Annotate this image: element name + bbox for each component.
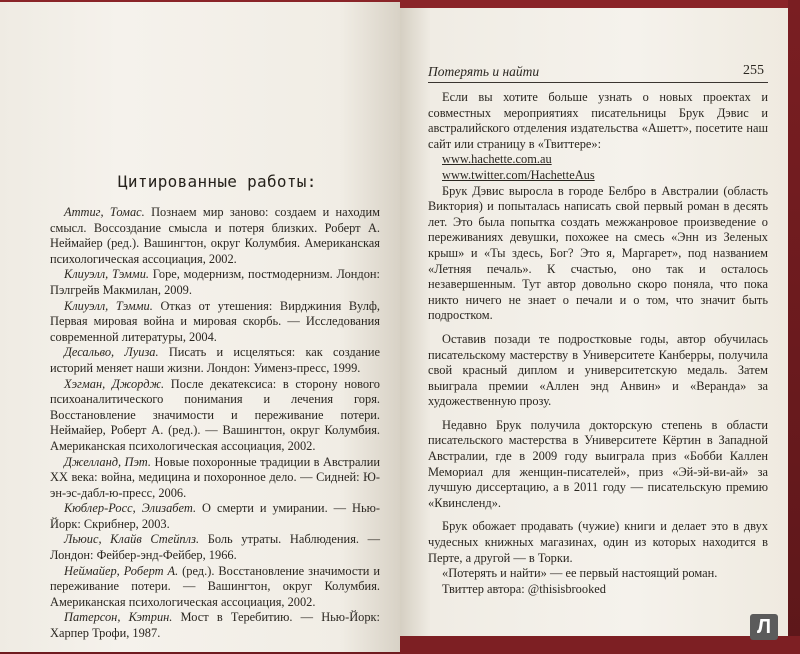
page-number: 255 — [743, 63, 764, 78]
reference-author: Хэгман, Джордж. — [64, 376, 165, 391]
reference-item — [50, 455, 380, 502]
reference-item — [50, 205, 380, 267]
reference-author: Патерсон, Кэтрин. — [64, 610, 173, 625]
references-list — [50, 205, 380, 642]
watermark-logo: Л — [750, 614, 778, 640]
reference-author: Льюис, Клайв Стейплз. — [64, 532, 200, 547]
paragraph: Брук обожает продавать (чужие) книги и делает это в двух чудесных книжных магазинах, один из которых находится в Перте, а другой — в Торки. — [428, 519, 768, 565]
reference-item — [50, 501, 380, 532]
reference-author: Десальво, Луиза. — [64, 345, 159, 360]
reference-item — [50, 610, 380, 641]
reference-text: Познаем мир заново: создаем и находим смысл. Воссоздание смысла и потеря близких. Роберт А. Неймайер (ред.). Вашингтон, округ Колумбия. Американская психологическая ассоциация, 2002. — [50, 205, 380, 266]
reference-item — [50, 345, 380, 376]
reference-author: Неймайер, Роберт А. — [64, 563, 179, 578]
reference-author: Джелланд, Пэт. — [64, 454, 152, 469]
publisher-twitter-link[interactable]: www.twitter.com/HachetteAus — [442, 167, 595, 182]
reference-text: Боль утраты. Наблюдения. — Лондон: Фейбер-энд-Фейбер, 1966. — [50, 532, 380, 563]
paragraph: Оставив позади те подростковые годы, автор обучилась писательскому мастерству в Университете Канберры, получила свой красный диплом и университетскую медаль. Затем выиграла премии «Аллен энд Анвин» и «Веранда» за художественную прозу. — [428, 331, 768, 409]
reference-author: Клиуэлл, Тэмми. — [64, 298, 153, 313]
running-head-title: Потерять и найти — [428, 64, 540, 79]
cover-bottom-edge — [400, 636, 800, 654]
reference-text: После декатексиса: в сторону нового психоаналитического понимания и лечения горя. Восстановление значимости и переживание потери. Неймайер, Роберт А. (ред.). — Вашингтон, округ Колумбия. Американская психологическая ассоциация, 2002. — [50, 376, 381, 453]
reference-text: О смерти и умирании. — Нью-Йорк: Скрибнер, 2003. — [50, 501, 380, 531]
author-twitter: Твиттер автора: @thisisbrooked — [442, 581, 606, 596]
reference-text: Новые похоронные традиции в Австралии XX века: война, медицина и похоронное дело. — Сидней: Ю-эн-эс-дабл-ю-пресс, 2006. — [50, 454, 380, 500]
reference-author: Клиуэлл, Тэмми. — [64, 267, 150, 282]
reference-text: Отказ от утешения: Вирджиния Вулф, Первая мировая война и мировая скорбь. — Исследования современной литературы, 2004. — [50, 298, 380, 344]
reference-item — [50, 267, 380, 298]
cover-edge — [788, 0, 800, 654]
reference-item — [50, 532, 380, 563]
publisher-site-link[interactable]: www.hachette.com.au — [442, 152, 552, 167]
reference-item — [50, 299, 380, 346]
paragraph: Если вы хотите больше узнать о новых проектах и совместных мероприятиях писательницы Брук Дэвис и австралийского отделения издательства «Ашетт», посетите наш сайт или страницу в «Твиттере»: — [428, 90, 768, 151]
reference-text: Мост в Теребитию. — Нью-Йорк: Харпер Трофи, 1987. — [50, 610, 380, 641]
reference-text: Писать и исцеляться: как создание историй меняет наши жизни. Лондон: Уименз-пресс, 1999. — [50, 345, 380, 375]
reference-author: Кюблер-Росс, Элизабет. — [64, 501, 197, 516]
reference-author: Аттиг, Томас. — [64, 205, 145, 219]
running-head — [428, 62, 768, 83]
reference-item — [50, 377, 380, 455]
reference-text: Горе, модернизм, постмодернизм. Лондон: Пэлгрейв Макмилан, 2009. — [50, 267, 380, 297]
author-info-body — [428, 90, 768, 597]
reference-item — [50, 564, 380, 611]
paragraph: Брук Дэвис выросла в городе Белбро в Австралии (область Виктория) и попыталась написать свой первый роман в десять лет. Это была попытка создать межжанровое произведение о переживаниях девушки, похожее на смесь «Энн из Зеленых крыш» и «Ты здесь, Бог? Это я, Маргарет», под названием «Летняя печаль». К счастью, оно так и осталось незавершенным. Тут автор довольно скоро поняла, что пока никто ничего не знает о печали и о том, что значит быть подростком. — [428, 183, 768, 323]
paragraph: «Потерять и найти» — ее первый настоящий роман. — [442, 566, 718, 581]
references-title: Цитированные работы: — [118, 172, 317, 191]
reference-text: (ред.). Восстановление значимости и переживание потери. — Вашингтон, округ Колумбия. Американская психологическая ассоциация, 2002. — [50, 563, 380, 609]
paragraph: Недавно Брук получила докторскую степень в области писательского мастерства в Университете Кёртин в Западной Австралии, где в 2009 году выиграла приз «Бобби Каллен Мемориал для женщин-писателей», приз «Эй-эй-ви-ай» за лучшую диссертацию, а в 2011 году — писательскую премию «Квинсленд». — [428, 417, 768, 510]
